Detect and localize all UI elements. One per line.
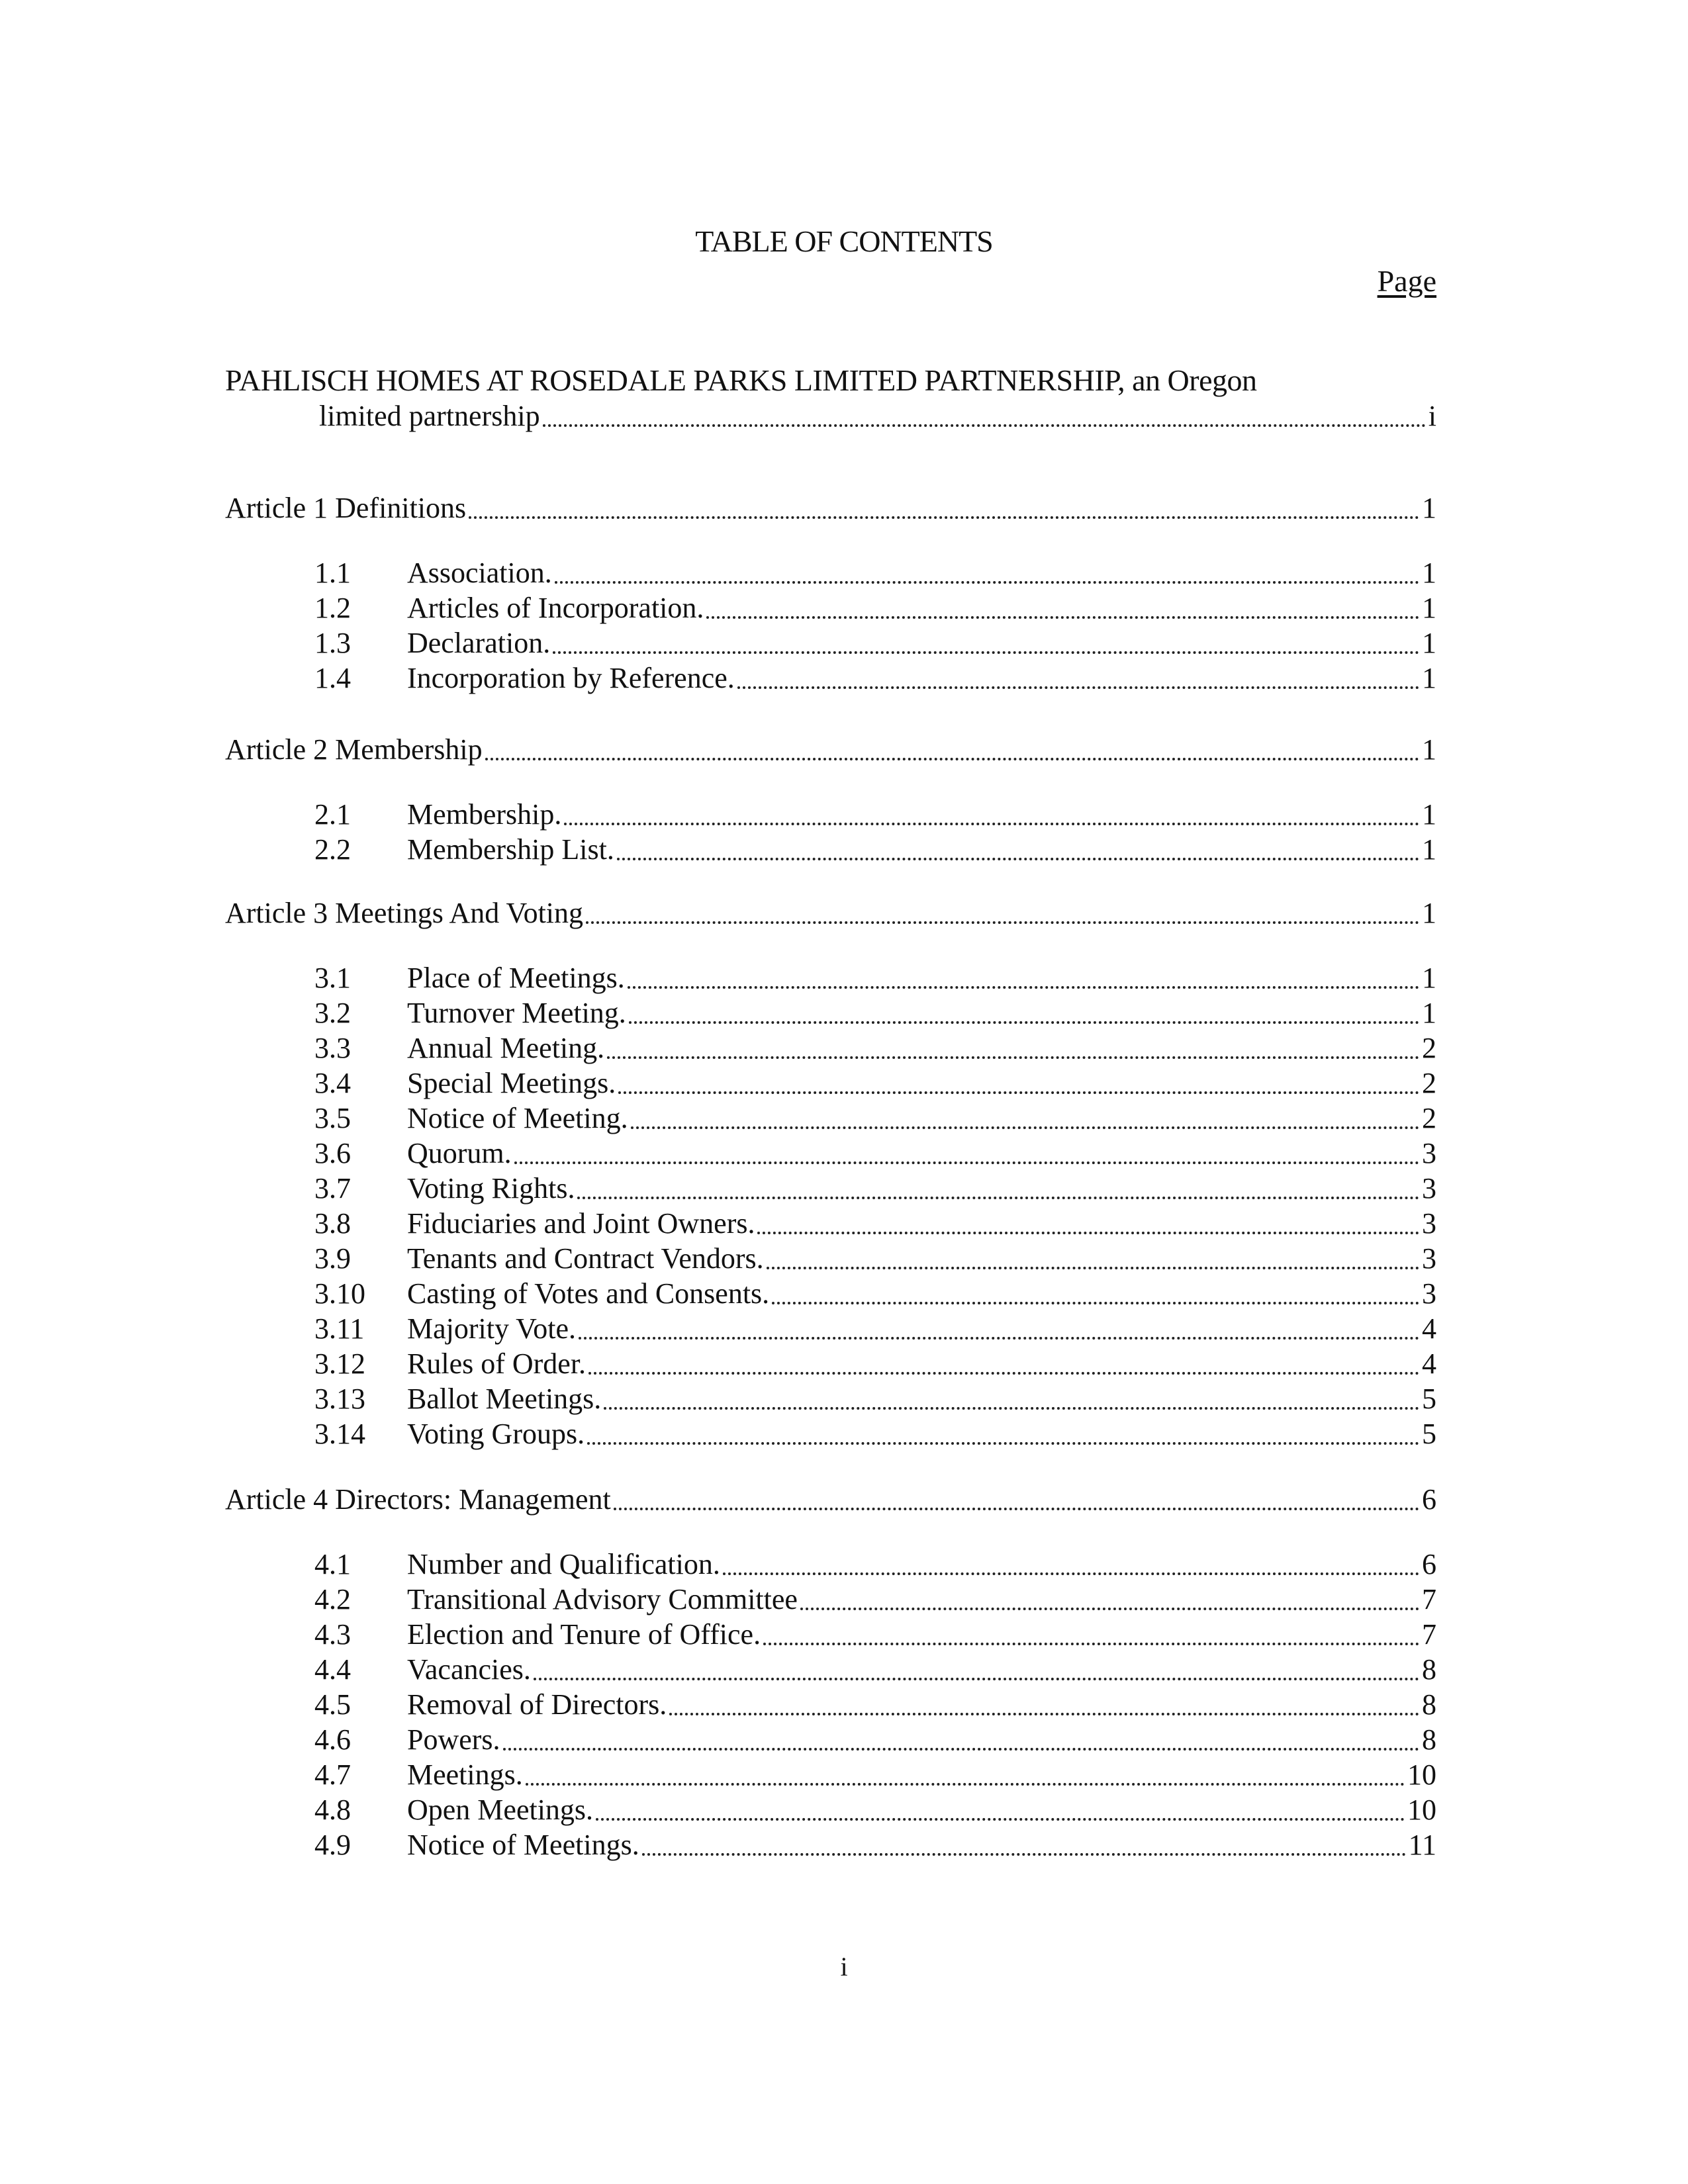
section-label: Transitional Advisory Committee <box>407 1583 798 1615</box>
section-number: 4.1 <box>314 1548 351 1580</box>
section-label: Casting of Votes and Consents. <box>407 1277 770 1310</box>
dot-leader <box>514 1161 1419 1164</box>
section-label: Membership. <box>407 798 562 831</box>
section-label: Fiduciaries and Joint Owners. <box>407 1207 755 1240</box>
section-page-number: 8 <box>1422 1688 1436 1721</box>
article-page-number: 6 <box>1422 1483 1436 1516</box>
toc-article-entry <box>225 490 1436 527</box>
section-page-number: 11 <box>1408 1829 1436 1861</box>
dot-leader <box>737 686 1419 689</box>
section-label: Powers. <box>407 1723 500 1756</box>
section-label: Incorporation by Reference. <box>407 662 735 694</box>
dot-leader <box>618 1091 1419 1094</box>
toc-article-entry <box>225 731 1436 768</box>
toc-section-entry <box>225 995 1436 1032</box>
toc-article-entry <box>225 1481 1436 1518</box>
section-number: 2.1 <box>314 798 351 831</box>
front-matter-page: i <box>1428 400 1436 432</box>
section-page-number: 8 <box>1422 1723 1436 1756</box>
section-label: Election and Tenure of Office. <box>407 1618 761 1651</box>
section-page-number: 5 <box>1422 1418 1436 1450</box>
dot-leader <box>586 921 1419 924</box>
dot-leader <box>631 1126 1419 1129</box>
section-page-number: 3 <box>1422 1137 1436 1169</box>
section-page-number: 2 <box>1422 1032 1436 1064</box>
dot-leader <box>642 1853 1406 1856</box>
toc-section-entry <box>225 1345 1436 1383</box>
section-label: Removal of Directors. <box>407 1688 667 1721</box>
section-page-number: 4 <box>1422 1312 1436 1345</box>
dot-leader <box>543 424 1426 427</box>
article-label: Article 4 Directors: Management <box>225 1483 611 1516</box>
section-number: 1.2 <box>314 592 351 624</box>
dot-leader <box>629 1021 1419 1024</box>
article-label: Article 1 Definitions <box>225 492 467 524</box>
toc-section-entry <box>225 1100 1436 1137</box>
section-label: Notice of Meetings. <box>407 1829 639 1861</box>
section-label: Majority Vote. <box>407 1312 577 1345</box>
section-page-number: 7 <box>1422 1618 1436 1651</box>
toc-section-entry <box>225 1240 1436 1277</box>
toc-section-entry <box>225 796 1436 833</box>
section-number: 4.5 <box>314 1688 351 1721</box>
toc-section-entry <box>225 1275 1436 1312</box>
section-number: 3.10 <box>314 1277 365 1310</box>
toc-section-entry <box>225 1546 1436 1583</box>
section-label: Place of Meetings. <box>407 962 625 994</box>
dot-leader <box>800 1608 1419 1610</box>
section-page-number: 3 <box>1422 1242 1436 1275</box>
section-number: 3.4 <box>314 1067 351 1099</box>
section-number: 3.9 <box>314 1242 351 1275</box>
section-label: Open Meetings. <box>407 1794 594 1826</box>
section-number: 1.3 <box>314 627 351 659</box>
section-label: Voting Rights. <box>407 1172 575 1205</box>
section-label: Membership List. <box>407 833 614 866</box>
dot-leader <box>763 1643 1419 1645</box>
section-label: Ballot Meetings. <box>407 1383 602 1415</box>
dot-leader <box>723 1572 1419 1575</box>
section-label: Association. <box>407 557 552 589</box>
section-page-number: 8 <box>1422 1653 1436 1686</box>
dot-leader <box>772 1302 1419 1304</box>
dot-leader <box>757 1232 1419 1234</box>
section-label: Meetings. <box>407 1758 523 1791</box>
toc-section-entry <box>225 831 1436 868</box>
toc-section-entry <box>225 555 1436 592</box>
toc-section-entry <box>225 625 1436 662</box>
section-number: 4.8 <box>314 1794 351 1826</box>
section-number: 1.1 <box>314 557 351 589</box>
article-page-number: 1 <box>1422 733 1436 766</box>
toc-section-entry <box>225 1686 1436 1723</box>
section-label: Notice of Meeting. <box>407 1102 628 1134</box>
dot-leader <box>604 1407 1419 1410</box>
section-label: Vacancies. <box>407 1653 531 1686</box>
section-number: 3.3 <box>314 1032 351 1064</box>
section-label: Rules of Order. <box>407 1347 586 1380</box>
section-number: 3.14 <box>314 1418 365 1450</box>
dot-leader <box>587 1442 1419 1445</box>
dot-leader <box>628 986 1419 989</box>
section-page-number: 1 <box>1422 833 1436 866</box>
section-page-number: 3 <box>1422 1172 1436 1205</box>
toc-section-entry <box>225 1170 1436 1207</box>
toc-section-entry <box>225 1792 1436 1829</box>
toc-section-entry <box>225 1581 1436 1618</box>
toc-section-entry <box>225 1310 1436 1347</box>
section-page-number: 5 <box>1422 1383 1436 1415</box>
section-page-number: 3 <box>1422 1277 1436 1310</box>
dot-leader <box>485 758 1419 760</box>
toc-section-entry <box>225 1721 1436 1758</box>
section-label: Special Meetings. <box>407 1067 616 1099</box>
section-page-number: 1 <box>1422 592 1436 624</box>
dot-leader <box>553 651 1419 654</box>
dot-leader <box>607 1056 1419 1059</box>
dot-leader <box>617 858 1419 860</box>
section-label: Quorum. <box>407 1137 512 1169</box>
dot-leader <box>706 616 1419 619</box>
section-page-number: 1 <box>1422 627 1436 659</box>
section-page-number: 1 <box>1422 557 1436 589</box>
dot-leader <box>526 1783 1405 1786</box>
toc-article-entry <box>225 895 1436 932</box>
section-page-number: 3 <box>1422 1207 1436 1240</box>
section-number: 3.8 <box>314 1207 351 1240</box>
toc-section-entry <box>225 1651 1436 1688</box>
toc-section-entry <box>225 660 1436 697</box>
section-number: 4.3 <box>314 1618 351 1651</box>
section-page-number: 2 <box>1422 1102 1436 1134</box>
toc-section-entry <box>225 1756 1436 1794</box>
dot-leader <box>588 1372 1419 1375</box>
section-number: 4.7 <box>314 1758 351 1791</box>
toc-section-entry <box>225 1135 1436 1172</box>
dot-leader <box>577 1197 1419 1199</box>
article-label: Article 3 Meetings And Voting <box>225 897 584 929</box>
article-label: Article 2 Membership <box>225 733 483 766</box>
toc-section-entry <box>225 1827 1436 1864</box>
toc-section-entry <box>225 1416 1436 1453</box>
section-number: 1.4 <box>314 662 351 694</box>
front-matter-line1: PAHLISCH HOMES AT ROSEDALE PARKS LIMITED PARTNERSHIP, an Oregon <box>225 363 1257 397</box>
toc-title: TABLE OF CONTENTS <box>695 224 993 258</box>
front-matter-line2: limited partnership <box>319 400 540 432</box>
section-number: 4.9 <box>314 1829 351 1861</box>
section-label: Number and Qualification. <box>407 1548 720 1580</box>
section-number: 3.2 <box>314 997 351 1029</box>
front-matter-entry <box>319 398 1436 435</box>
dot-leader <box>564 823 1419 825</box>
section-number: 3.7 <box>314 1172 351 1205</box>
section-number: 2.2 <box>314 833 351 866</box>
section-page-number: 1 <box>1422 962 1436 994</box>
section-page-number: 10 <box>1407 1794 1436 1826</box>
dot-leader <box>669 1713 1419 1715</box>
page-footer-number: i <box>840 1952 848 1981</box>
dot-leader <box>469 516 1419 519</box>
toc-section-entry <box>225 1616 1436 1653</box>
dot-leader <box>503 1748 1419 1751</box>
dot-leader <box>767 1267 1419 1269</box>
section-number: 3.1 <box>314 962 351 994</box>
page-column-heading: Page <box>1377 264 1436 298</box>
dot-leader <box>579 1337 1419 1340</box>
section-page-number: 1 <box>1422 662 1436 694</box>
toc-section-entry <box>225 1065 1436 1102</box>
toc-section-entry <box>225 590 1436 627</box>
dot-leader <box>596 1818 1405 1821</box>
dot-leader <box>614 1508 1419 1510</box>
section-page-number: 1 <box>1422 798 1436 831</box>
article-page-number: 1 <box>1422 897 1436 929</box>
toc-section-entry <box>225 1381 1436 1418</box>
toc-section-entry <box>225 960 1436 997</box>
section-page-number: 7 <box>1422 1583 1436 1615</box>
section-label: Declaration. <box>407 627 551 659</box>
section-label: Turnover Meeting. <box>407 997 626 1029</box>
section-page-number: 6 <box>1422 1548 1436 1580</box>
section-page-number: 2 <box>1422 1067 1436 1099</box>
section-number: 3.12 <box>314 1347 365 1380</box>
section-label: Annual Meeting. <box>407 1032 605 1064</box>
article-page-number: 1 <box>1422 492 1436 524</box>
section-page-number: 4 <box>1422 1347 1436 1380</box>
section-number: 4.4 <box>314 1653 351 1686</box>
toc-section-entry <box>225 1030 1436 1067</box>
section-number: 4.6 <box>314 1723 351 1756</box>
section-page-number: 1 <box>1422 997 1436 1029</box>
section-label: Tenants and Contract Vendors. <box>407 1242 764 1275</box>
section-label: Voting Groups. <box>407 1418 585 1450</box>
section-page-number: 10 <box>1407 1758 1436 1791</box>
dot-leader <box>534 1678 1419 1680</box>
dot-leader <box>555 581 1419 584</box>
section-number: 3.5 <box>314 1102 351 1134</box>
section-number: 3.11 <box>314 1312 365 1345</box>
section-label: Articles of Incorporation. <box>407 592 704 624</box>
toc-section-entry <box>225 1205 1436 1242</box>
section-number: 3.6 <box>314 1137 351 1169</box>
section-number: 3.13 <box>314 1383 365 1415</box>
section-number: 4.2 <box>314 1583 351 1615</box>
